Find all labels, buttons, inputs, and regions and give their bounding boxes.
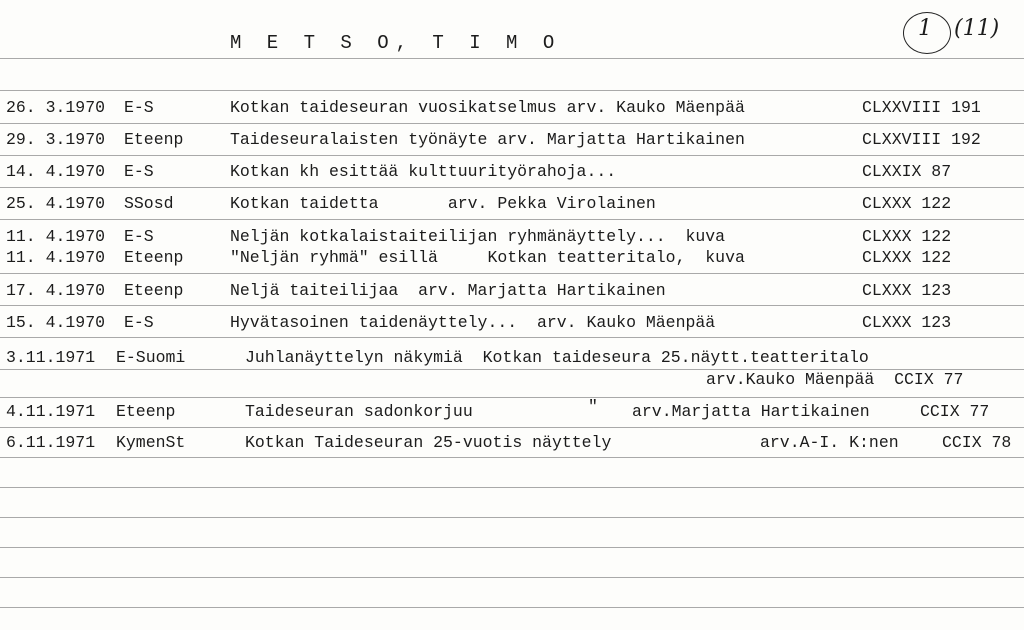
ruled-line [0,305,1024,306]
entry-date: 17. 4.1970 [6,281,106,300]
entry-date: 11. 4.1970 [6,227,106,246]
entry-title: Hyvätasoinen taidenäyttely... arv. Kauko Mäenpää [230,313,716,332]
entry-ref: CLXXVIII 191 [862,98,981,117]
entry-source: Eteenp [116,402,176,421]
entry-ref: CLXXX 123 [862,313,952,332]
ruled-line [0,155,1024,156]
ruled-line [0,517,1024,518]
ruled-line [0,219,1024,220]
entry-source: E-Suomi [116,348,186,367]
ruled-line [0,337,1024,338]
entry-title: "Neljän ryhmä" esillä Kotkan teatteritalo, kuva [230,248,745,267]
entry-source: E-S [124,227,154,246]
entry-ref: CCIX 78 [942,433,1012,452]
entry-source: E-S [124,98,154,117]
ruled-line [0,607,1024,608]
entry-date: 29. 3.1970 [6,130,106,149]
entry-date: 15. 4.1970 [6,313,106,332]
entry-title: Kotkan taideseuran vuosikatselmus arv. Kauko Mäenpää [230,98,745,117]
entry-date: 25. 4.1970 [6,194,106,213]
entry-date: 11. 4.1970 [6,248,106,267]
entry-ref: CLXXVIII 192 [862,130,981,149]
ruled-line [0,577,1024,578]
entry-title: Neljä taiteilijaa arv. Marjatta Hartikainen [230,281,666,300]
entry-title: Taideseuran sadonkorjuu [245,402,473,421]
entry-ref: CCIX 77 [920,402,990,421]
ruled-line [0,487,1024,488]
entry-date: 3.11.1971 [6,348,96,367]
entry-ref: CLXXX 122 [862,227,952,246]
ruled-line [0,397,1024,398]
entry-source: KymenSt [116,433,186,452]
ruled-line [0,457,1024,458]
entry-reviewer-ref: arv.Kauko Mäenpää CCIX 77 [706,370,964,389]
entry-source: Eteenp [124,248,184,267]
entry-date: 6.11.1971 [6,433,96,452]
entry-title: Juhlanäyttelyn näkymiä Kotkan taideseura 25.näytt.teatteritalo [245,348,869,367]
ruled-line [0,58,1024,59]
ruled-line [0,123,1024,124]
card-number: 1 [918,16,932,41]
ruled-line [0,90,1024,91]
entry-date: 26. 3.1970 [6,98,106,117]
entry-title: Kotkan kh esittää kulttuurityörahoja... [230,162,617,181]
entry-reviewer: arv.A-I. K:nen [760,433,899,452]
ruled-line [0,547,1024,548]
entry-date: 14. 4.1970 [6,162,106,181]
ruled-line [0,273,1024,274]
entry-source: Eteenp [124,130,184,149]
ruled-line [0,187,1024,188]
entry-ref: CLXXX 122 [862,194,952,213]
entry-reviewer: arv.Marjatta Hartikainen [632,402,870,421]
entry-title: Taideseuralaisten työnäyte arv. Marjatta Hartikainen [230,130,745,149]
card-total: (11) [954,16,1000,41]
entry-ref: CLXXX 123 [862,281,952,300]
entry-ditto-mark: " [588,397,598,416]
entry-source: SSosd [124,194,174,213]
entry-ref: CLXXIX 87 [862,162,952,181]
entry-source: E-S [124,162,154,181]
entry-ref: CLXXX 122 [862,248,952,267]
entry-date: 4.11.1971 [6,402,96,421]
entry-title: Neljän kotkalaistaiteilijan ryhmänäyttely... kuva [230,227,726,246]
entry-source: E-S [124,313,154,332]
entry-title: Kotkan Taideseuran 25-vuotis näyttely [245,433,612,452]
card-name-heading: M E T S O, T I M O [230,32,562,54]
ruled-line [0,427,1024,428]
entry-source: Eteenp [124,281,184,300]
entry-title: Kotkan taidetta arv. Pekka Virolainen [230,194,656,213]
